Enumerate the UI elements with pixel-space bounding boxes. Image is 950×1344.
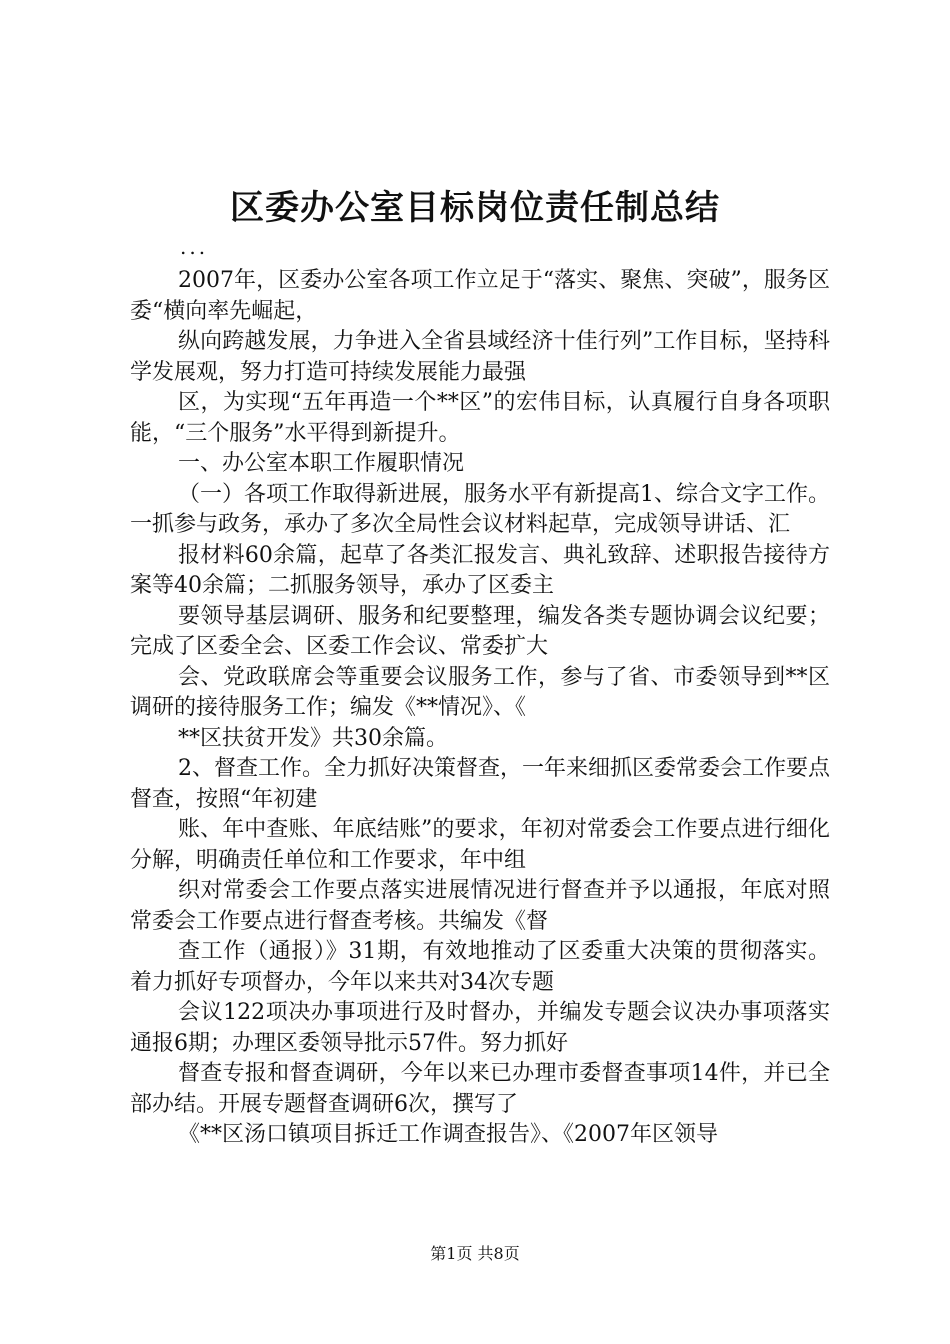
document-body	[130, 266, 830, 1151]
paragraph: 督查专报和督查调研，今年以来已办理市委督查事项14件，并已全部办结。开展专题督查调研6次，撰写了	[130, 1061, 830, 1117]
page-number-footer: 第1页 共8页	[430, 1244, 520, 1263]
paragraph: （一）各项工作取得新进展，服务水平有新提高1、综合文字工作。一抓参与政务，承办了多次全局性会议材料起草，完成领导讲话、汇	[130, 481, 830, 537]
paragraph: 会议122项决办事项进行及时督办，并编发专题会议决办事项落实通报6期；办理区委领导批示57件。努力抓好	[130, 1000, 830, 1056]
paragraph: 查工作（通报）》31期，有效地推动了区委重大决策的贯彻落实。着力抓好专项督办，今年以来共对34次专题	[130, 939, 830, 995]
paragraph: 2007年，区委办公室各项工作立足于“落实、聚焦、突破”，服务区委“横向率先崛起，	[130, 268, 830, 324]
paragraph: 会、党政联席会等重要会议服务工作，参与了省、市委领导到**区调研的接待服务工作；编发《**情况》、《	[130, 664, 830, 720]
paragraph: 报材料60余篇，起草了各类汇报发言、典礼致辞、述职报告接待方案等40余篇；二抓服务领导，承办了区委主	[130, 542, 830, 598]
document-title: 区委办公室目标岗位责任制总结	[230, 188, 720, 228]
paragraph: 要领导基层调研、服务和纪要整理，编发各类专题协调会议纪要；完成了区委全会、区委工作会议、常委扩大	[130, 603, 830, 659]
paragraph: 账、年中查账、年底结账”的要求，年初对常委会工作要点进行细化分解，明确责任单位和工作要求，年中组	[130, 817, 830, 873]
paragraph: **区扶贫开发》共30余篇。	[178, 725, 448, 751]
section-heading: 一、办公室本职工作履职情况	[178, 451, 465, 476]
paragraph: 《**区汤口镇项目拆迁工作调查报告》、《2007年区领导	[178, 1122, 718, 1147]
paragraph: 纵向跨越发展，力争进入全省县域经济十佳行列”工作目标，坚持科学发展观，努力打造可持续发展能力最强	[130, 329, 830, 385]
paragraph: 区，为实现“五年再造一个**区”的宏伟目标，认真履行自身各项职能，“三个服务”水平得到新提升。	[130, 390, 830, 446]
paragraph: 2、督查工作。全力抓好决策督查，一年来细抓区委常委会工作要点督查，按照“年初建	[130, 756, 830, 812]
paragraph: 织对常委会工作要点落实进展情况进行督查并予以通报，年底对照常委会工作要点进行督查考核。共编发《督	[130, 878, 830, 934]
ellipsis-marker: ...	[180, 235, 209, 259]
